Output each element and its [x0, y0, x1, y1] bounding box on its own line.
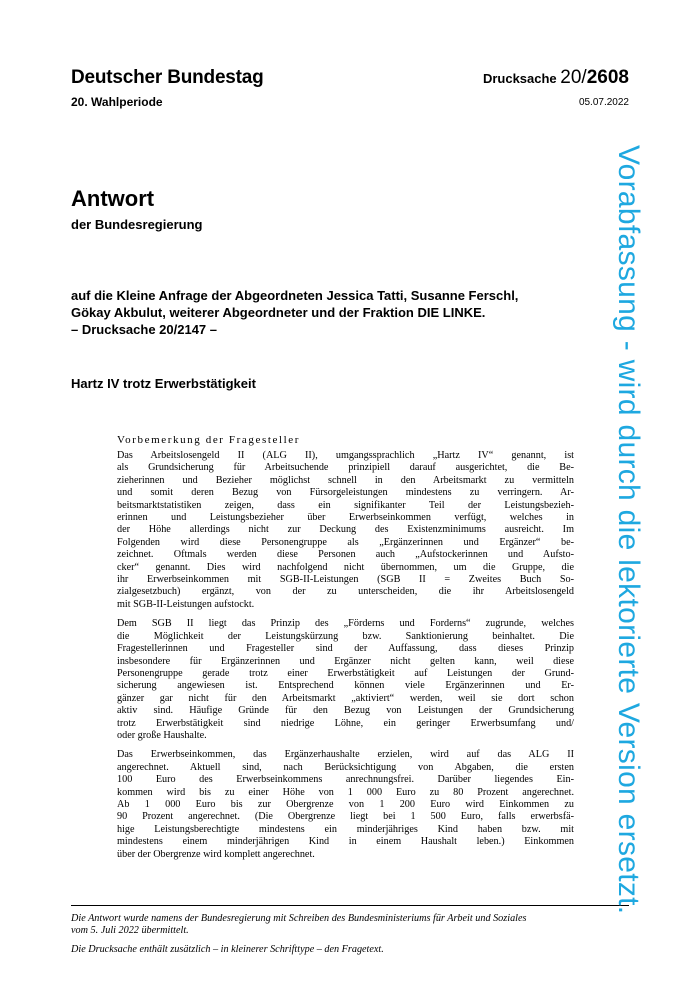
body-line: gänzer gar nicht für den Arbeitsmarkt „aktiviert“ werden, weil sie dort schon	[117, 692, 574, 704]
footer-note	[71, 913, 631, 938]
body-line: oder große Haushalte.	[117, 729, 207, 741]
body-line: zeichnet. Oftmals werden diese Personen auch „Aufstockerinnen und Aufsto-	[117, 549, 574, 561]
legislative-period: 20. Wahlperiode	[71, 95, 163, 109]
body-line: die Möglichkeit der Leistungskürzung bzw. Sanktionierung beinhaltet. Die	[117, 630, 574, 642]
footer-small-print-note: Die Drucksache enthält zusätzlich – in kleinerer Schrifttype – den Fragetext.	[71, 944, 384, 955]
body-line: erinnen und Leistungsbezieher über Erwerbseinkommen verfügt, welches in	[117, 512, 574, 524]
body-line: Das Erwerbseinkommen, das Ergänzerhaushalte erzielen, wird auf das ALG II	[117, 749, 574, 761]
body-line: als Grundsicherung für Arbeitsuchende prinzipiell darauf ausgerichtet, die Be-	[117, 462, 574, 474]
body-line: 100 Euro des Erwerbseinkommens anrechnungsfrei. Darüber liegendes Ein-	[117, 774, 574, 786]
body-paragraph	[117, 450, 574, 611]
inquiry-reference	[71, 287, 571, 338]
drucksache-label: Drucksache	[482, 71, 557, 86]
body-line: angerechnet. Aktuell sind, nach Berücksichtigung von Abgaben, die ersten	[117, 761, 574, 773]
body-line: Fragestellerinnen und Fragesteller sind der Auffassung, dass dieses Prinzip	[117, 643, 574, 655]
body-line: Ab 1 000 Euro bis zur Obergrenze von 1 200 Euro wird Einkommen zu	[117, 798, 574, 810]
organization-name: Deutscher Bundestag	[71, 67, 264, 88]
body-line: kommen wird bis zu einer Höhe von 1 000 Euro zu 80 Prozent angerechnet.	[117, 786, 574, 798]
body-line: mit SGB-II-Leistungen aufstockt.	[117, 598, 255, 610]
body-line: trotz Erwerbstätigkeit sind niedrige Löhne, ein geringer Erwerbsumfang und/	[117, 717, 574, 729]
preliminary-body	[117, 450, 574, 868]
inquiry-line: Gökay Akbulut, weiterer Abgeordneter und der Fraktion DIE LINKE.	[71, 305, 486, 320]
preliminary-heading: Vorbemerkung der Fragesteller	[117, 434, 301, 446]
body-paragraph	[117, 618, 574, 742]
drucksache-id: 2608	[586, 67, 629, 88]
inquiry-line: auf die Kleine Anfrage der Abgeordneten Jessica Tatti, Susanne Ferschl,	[71, 288, 519, 303]
body-line: sicherung angewiesen ist. Entsprechend können viele Ergänzerinnen und Er-	[117, 680, 574, 692]
body-line: der Höhe allerdings nicht zur Deckung des Existenzminimums ausreicht. Im	[117, 524, 574, 536]
body-line: über der Obergrenze wird komplett angerechnet.	[117, 848, 315, 860]
body-line: ihr Erwerbseinkommen mit SGB-II-Leistungen (SGB II = Zweites Buch So-	[117, 574, 574, 586]
body-line: aktiv sind. Häufige Gründe für den Bezug von Leistungen der Grundsicherung	[117, 705, 574, 717]
body-line: insbesondere für Ergänzerinnen und Ergänzer nicht gelten kann, weil diese	[117, 655, 574, 667]
body-line: und somit deren Bezug von Fürsorgeleistungen mindestens zu verringern. Ar-	[117, 487, 574, 499]
body-line: zialgesetzbuch) ergänzt, von der zu unterscheiden, die ihr Arbeitslosengeld	[117, 586, 574, 598]
drucksache-series: 20/	[560, 67, 587, 88]
footer-divider	[71, 905, 629, 906]
footer-note-line: vom 5. Juli 2022 übermittelt.	[71, 925, 189, 937]
body-line: hige Leistungsberechtigte mindestens ein minderjähriges Kind haben bzw. mit	[117, 823, 574, 835]
body-line: mindestens einem minderjährigen Kind in einem Haushalt leben.) Einkommen	[117, 836, 574, 848]
body-line: Folgenden wird diese Personengruppe als „Ergänzerinnen und Ergänzer“ be-	[117, 536, 574, 548]
body-line: 90 Prozent angerechnet. (Die Obergrenze liegt bei 1 500 Euro, falls erwerbsfä-	[117, 811, 574, 823]
body-line: Personengruppe gerade trotz einer Erwerbstätigkeit auf Leistungen der Grund-	[117, 667, 574, 679]
document-type: Antwort	[71, 186, 155, 211]
draft-watermark: Vorabfassung - wird durch die lektorierte Version ersetzt.	[612, 145, 645, 915]
footer-note-line: Die Antwort wurde namens der Bundesregierung mit Schreiben des Bundesministeriums für Arbeit und Soziales	[71, 913, 527, 924]
body-line: Das Arbeitslosengeld II (ALG II), umgangssprachlich „Hartz IV“ genannt, ist	[117, 450, 574, 461]
body-line: cker“ genannt. Dies wird nachfolgend nicht übernommen, um die Gruppe, die	[117, 561, 574, 573]
body-paragraph	[117, 749, 574, 861]
document-subtitle: der Bundesregierung	[71, 217, 203, 232]
drucksache-number	[483, 67, 629, 89]
document-topic: Hartz IV trotz Erwerbstätigkeit	[71, 376, 256, 391]
document-date: 05.07.2022	[578, 97, 629, 108]
body-line: zieherinnen und Bezieher möglichst schnell in den Arbeitsmarkt zu vermitteln	[117, 474, 574, 486]
inquiry-line: – Drucksache 20/2147 –	[71, 322, 217, 337]
body-line: beitsmarktstatistiken zeigen, dass ein signifikanter Teil der Leistungsbezieh-	[117, 499, 574, 511]
body-line: Dem SGB II liegt das Prinzip des „Förderns und Forderns“ zugrunde, welches	[117, 618, 574, 630]
